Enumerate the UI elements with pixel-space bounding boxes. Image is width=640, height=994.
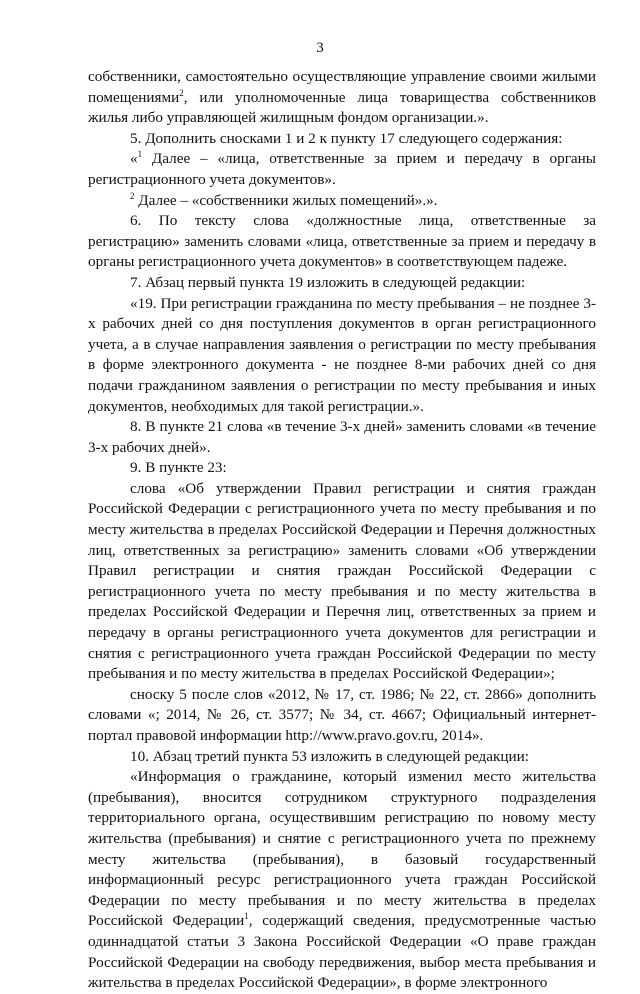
paragraph (88, 67, 596, 129)
paragraph-text: , содержащий сведения, предусмотренные частью одиннадцатой статьи 3 Закона Российской Федерации «О праве граждан Российской Федерации на свободу передвижения, выбор места пребывания и жительства в пределах Российской Федерации», в форме электронного (88, 912, 597, 992)
footnote-marker: 2 (179, 87, 184, 98)
paragraph-text: собственники, самостоятельно осуществляющие управление своими жилыми помещениями (88, 68, 596, 106)
paragraph-text: 6. По тексту слова «должностные лица, ответственные за регистрацию» заменить словами «лица, ответственные за прием и передачу в органы регистрационного учета документов» в соответствующем падеже. (88, 212, 596, 271)
footnote-marker: 1 (244, 911, 249, 922)
paragraph (88, 417, 596, 458)
paragraph (88, 479, 596, 685)
paragraph (88, 273, 596, 294)
paragraph-text: « (130, 150, 138, 168)
paragraph-text: «Информация о гражданине, который изменил место жительства (пребывания), вносится сотрудником структурного подразделения территориального органа, осуществившим регистрацию по новому месту жительства (пребывания) и снятие с регистрационного учета по прежнему месту жительства (пребывания), в базовый государственный информационный ресурс регистрационного учета граждан Российской Федерации по месту пребывания и по месту жительства в пределах Российской Федерации (88, 768, 596, 930)
paragraph-text: 5. Дополнить сносками 1 и 2 к пункту 17 следующего содержания: (130, 129, 563, 147)
paragraph-text: сноску 5 после слов «2012, № 17, ст. 1986; № 22, ст. 2866» дополнить словами «; 2014, № 26, ст. 3577; № 34, ст. 4667; Официальный интернет-портал правовой информации http://www.pravo.gov.ru, 2014». (88, 685, 596, 744)
paragraph (88, 747, 596, 768)
paragraph (88, 294, 596, 418)
paragraph (88, 767, 596, 994)
paragraph (88, 191, 596, 212)
paragraph-text: , или уполномоченные лица товарищества собственников жилья либо управляющей жилищным фондом организации.». (88, 88, 596, 127)
paragraph-text: «19. При регистрации гражданина по месту пребывания – не позднее 3-х рабочих дней со дня поступления документов в орган регистрационного учета, а в случае направления заявления о регистрации по месту пребывания в форме электронного документа - не позднее 8-ми рабочих дней со дня подачи гражданином заявления о регистрации по месту пребывания и иных документов, необходимых для такой регистрации.». (88, 294, 596, 415)
paragraph-text: 7. Абзац первый пункта 19 изложить в следующей редакции: (130, 273, 526, 291)
footnote-marker: 2 (130, 190, 135, 201)
paragraph-text: Далее – «собственники жилых помещений».». (134, 191, 438, 209)
paragraph (88, 129, 596, 150)
paragraph-text: 10. Абзац третий пункта 53 изложить в следующей редакции: (130, 747, 529, 765)
paragraph (88, 211, 596, 273)
paragraph-text: слова «Об утверждении Правил регистрации и снятия граждан Российской Федерации с регистрационного учета по месту пребывания и по месту жительства в пределах Российской Федерации и Перечня должностных лиц, ответственных за регистрацию» заменить словами «Об утверждении Правил регистрации и снятия граждан Российской Федерации с регистрационного учета по месту пребывания и по месту жительства в пределах Российской Федерации и Перечня лиц, ответственных за прием и передачу в органы регистрационного учета документов для регистрации и снятия с регистрационного учета граждан Российской Федерации по месту пребывания и по месту жительства в пределах Российской Федерации»; (88, 479, 596, 683)
paragraph (88, 685, 596, 747)
page-number: 3 (316, 40, 324, 56)
paragraph (88, 458, 596, 479)
footnote-marker: 1 (137, 149, 143, 160)
paragraph (88, 149, 596, 190)
paragraph-text: 8. В пункте 21 слова «в течение 3-х дней» заменить словами «в течение 3-х рабочих дней». (88, 418, 596, 456)
paragraph-text: Далее – «лица, ответственные за прием и передачу в органы регистрационного учета документов». (88, 150, 596, 188)
paragraph-text: 9. В пункте 23: (130, 459, 227, 477)
document-body (88, 67, 596, 994)
